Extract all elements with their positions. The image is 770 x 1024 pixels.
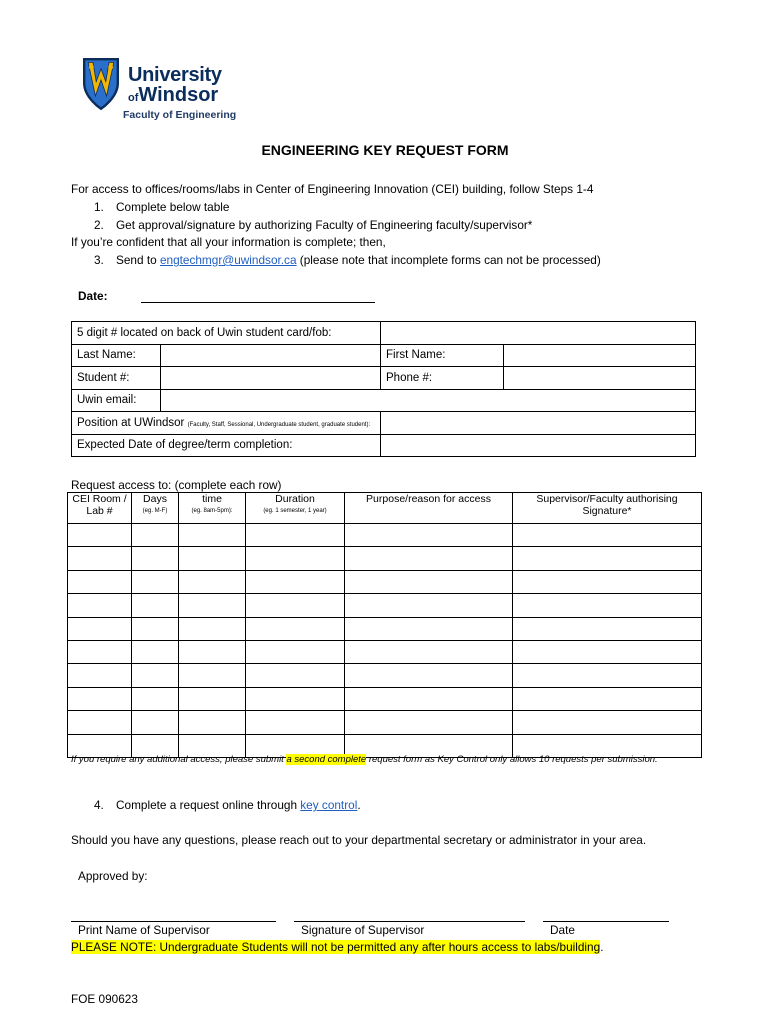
student-number-field[interactable] xyxy=(161,367,381,390)
room-cell[interactable] xyxy=(68,524,132,547)
print-name-label: Print Name of Supervisor xyxy=(78,923,210,937)
access-request-table xyxy=(67,492,702,758)
university-name: University xyxy=(128,64,222,86)
step-text-suffix: (please note that incomplete forms can not be processed) xyxy=(296,253,601,267)
signature-cell[interactable] xyxy=(513,664,702,687)
header-room xyxy=(68,493,132,524)
room-cell[interactable] xyxy=(68,547,132,570)
step-number: 4. xyxy=(94,798,104,812)
position-hint: (Faculty, Staff, Sessional, Undergraduate student, graduate student): xyxy=(187,421,371,428)
days-cell[interactable] xyxy=(132,640,179,663)
days-cell[interactable] xyxy=(132,524,179,547)
form-title: ENGINEERING KEY REQUEST FORM xyxy=(261,142,509,158)
room-cell[interactable] xyxy=(68,711,132,734)
date-field[interactable] xyxy=(141,302,375,303)
note-suffix: request form as Key Control only allows 10 requests per submission. xyxy=(366,754,658,765)
step-number: 2. xyxy=(94,218,104,232)
first-name-label: First Name: xyxy=(381,344,504,367)
signature-cell[interactable] xyxy=(513,570,702,593)
signature-cell[interactable] xyxy=(513,594,702,617)
days-cell[interactable] xyxy=(132,664,179,687)
header-duration-hint: (eg. 1 semester, 1 year) xyxy=(263,508,327,514)
card-fob-field[interactable] xyxy=(381,322,696,345)
signature-cell[interactable] xyxy=(513,711,702,734)
header-purpose xyxy=(345,493,513,524)
faculty-name: Faculty of Engineering xyxy=(123,109,237,121)
additional-access-note xyxy=(71,752,671,767)
step-text: Get approval/signature by authorizing Faculty of Engineering faculty/supervisor* xyxy=(116,218,533,232)
step-3 xyxy=(94,253,601,267)
purpose-cell[interactable] xyxy=(345,664,513,687)
duration-cell[interactable] xyxy=(246,570,345,593)
room-cell[interactable] xyxy=(68,640,132,663)
header-purpose-label: Purpose/reason for access xyxy=(366,493,491,505)
position-label xyxy=(72,412,381,435)
step-1 xyxy=(94,200,229,214)
student-number-label: Student #: xyxy=(72,367,161,390)
email-field[interactable] xyxy=(161,389,696,412)
purpose-cell[interactable] xyxy=(345,687,513,710)
signature-cell[interactable] xyxy=(513,524,702,547)
signature-cell[interactable] xyxy=(513,640,702,663)
time-cell[interactable] xyxy=(179,617,246,640)
header-room-label: CEI Room / Lab # xyxy=(72,493,127,517)
first-name-field[interactable] xyxy=(504,344,696,367)
time-cell[interactable] xyxy=(179,524,246,547)
purpose-cell[interactable] xyxy=(345,711,513,734)
duration-cell[interactable] xyxy=(246,547,345,570)
purpose-cell[interactable] xyxy=(345,640,513,663)
header-duration-label: Duration xyxy=(275,493,315,505)
request-row xyxy=(68,617,702,640)
request-row xyxy=(68,570,702,593)
purpose-cell[interactable] xyxy=(345,547,513,570)
position-field[interactable] xyxy=(381,412,696,435)
note-highlight: a second complete xyxy=(286,754,367,765)
request-row xyxy=(68,687,702,710)
step-text: Complete a request online through xyxy=(116,798,301,812)
last-name-field[interactable] xyxy=(161,344,381,367)
expected-date-label: Expected Date of degree/term completion: xyxy=(72,434,381,457)
request-row xyxy=(68,640,702,663)
request-row xyxy=(68,594,702,617)
time-cell[interactable] xyxy=(179,570,246,593)
days-cell[interactable] xyxy=(132,594,179,617)
purpose-cell[interactable] xyxy=(345,617,513,640)
header-days-hint: (eg. M-F) xyxy=(142,508,168,514)
key-control-link[interactable]: key control xyxy=(300,798,358,812)
time-cell[interactable] xyxy=(179,594,246,617)
header-time xyxy=(179,493,246,524)
duration-cell[interactable] xyxy=(246,687,345,710)
header-signature xyxy=(513,493,702,524)
last-name-label: Last Name: xyxy=(72,344,161,367)
approval-date-label: Date xyxy=(550,923,575,937)
header-signature-label: Supervisor/Faculty authorising Signature* xyxy=(536,493,678,517)
signature-cell[interactable] xyxy=(513,617,702,640)
expected-date-field[interactable] xyxy=(381,434,696,457)
header-days-label: Days xyxy=(143,493,167,505)
room-cell[interactable] xyxy=(68,570,132,593)
phone-label: Phone #: xyxy=(381,367,504,390)
form-code-footer: FOE 090623 xyxy=(71,992,138,1006)
date-label: Date: xyxy=(78,289,108,303)
questions-text: Should you have any questions, please reach out to your departmental secretary or administrator in your area. xyxy=(71,833,647,847)
step-4 xyxy=(94,798,361,812)
room-cell[interactable] xyxy=(68,594,132,617)
duration-cell[interactable] xyxy=(246,617,345,640)
step-text: Send to xyxy=(116,253,160,267)
card-fob-label: 5 digit # located on back of Uwin student card/fob: xyxy=(72,322,381,345)
signature-cell[interactable] xyxy=(513,687,702,710)
step-number: 3. xyxy=(94,253,104,267)
header-duration xyxy=(246,493,345,524)
days-cell[interactable] xyxy=(132,687,179,710)
header-time-label: time xyxy=(202,493,222,505)
time-cell[interactable] xyxy=(179,640,246,663)
signature-cell[interactable] xyxy=(513,547,702,570)
position-label-text: Position at UWindsor xyxy=(77,416,185,429)
duration-cell[interactable] xyxy=(246,711,345,734)
duration-cell[interactable] xyxy=(246,640,345,663)
time-cell[interactable] xyxy=(179,687,246,710)
room-cell[interactable] xyxy=(68,664,132,687)
please-note-warning xyxy=(71,940,603,954)
signature-label: Signature of Supervisor xyxy=(301,923,425,937)
phone-field[interactable] xyxy=(504,367,696,390)
intro-text: For access to offices/rooms/labs in Center of Engineering Innovation (CEI) building, follow Steps 1-4 xyxy=(71,182,594,196)
days-cell[interactable] xyxy=(132,547,179,570)
request-row xyxy=(68,547,702,570)
purpose-cell[interactable] xyxy=(345,570,513,593)
duration-cell[interactable] xyxy=(246,524,345,547)
room-cell[interactable] xyxy=(68,687,132,710)
university-shield-logo xyxy=(80,56,122,112)
request-row xyxy=(68,664,702,687)
note-prefix: If you require any additional access, please submit xyxy=(71,754,287,765)
university-name-line2 xyxy=(128,84,218,107)
time-cell[interactable] xyxy=(179,547,246,570)
approved-by-label: Approved by: xyxy=(78,869,148,883)
header-time-hint: (eg. 8am-5pm): xyxy=(191,508,233,514)
days-cell[interactable] xyxy=(132,617,179,640)
room-cell[interactable] xyxy=(68,617,132,640)
applicant-info-table xyxy=(71,321,696,457)
purpose-cell[interactable] xyxy=(345,524,513,547)
signature-field[interactable] xyxy=(294,921,525,922)
step-number: 1. xyxy=(94,200,104,214)
print-name-field[interactable] xyxy=(71,921,276,922)
university-name-of: of xyxy=(128,92,139,104)
purpose-cell[interactable] xyxy=(345,594,513,617)
request-row xyxy=(68,711,702,734)
request-row xyxy=(68,524,702,547)
approval-date-field[interactable] xyxy=(543,921,669,922)
please-note-highlight: PLEASE NOTE: Undergraduate Students will not be permitted any after hours access to labs/building xyxy=(71,940,601,954)
days-cell[interactable] xyxy=(132,711,179,734)
confident-text: If you’re confident that all your information is complete; then, xyxy=(71,235,386,249)
university-name-windsor: Windsor xyxy=(138,84,219,106)
time-cell[interactable] xyxy=(179,711,246,734)
step-text: Complete below table xyxy=(116,200,230,214)
step-2 xyxy=(94,218,532,232)
please-note-end: . xyxy=(600,940,604,954)
email-label: Uwin email: xyxy=(72,389,161,412)
step-text-suffix: . xyxy=(357,798,361,812)
duration-cell[interactable] xyxy=(246,594,345,617)
time-cell[interactable] xyxy=(179,664,246,687)
request-table-label: Request access to: (complete each row) xyxy=(71,478,282,492)
email-link[interactable]: engtechmgr@uwindsor.ca xyxy=(159,253,297,267)
days-cell[interactable] xyxy=(132,570,179,593)
header-days xyxy=(132,493,179,524)
duration-cell[interactable] xyxy=(246,664,345,687)
